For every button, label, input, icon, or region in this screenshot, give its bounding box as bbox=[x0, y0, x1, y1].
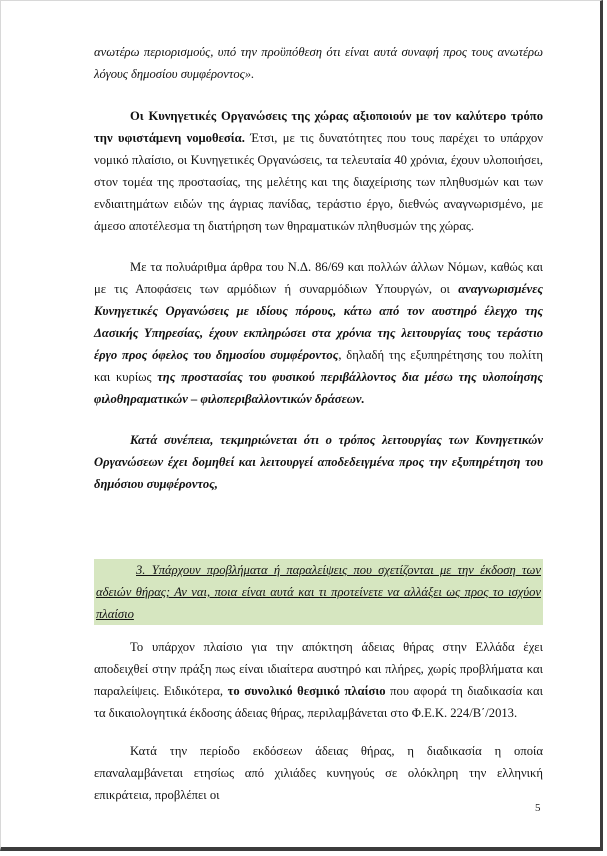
conclusion-text: Κατά συνέπεια, τεκμηριώνεται ότι ο τρόπος λειτουργίας των Κυνηγετικών Οργανώσεων έχει δομηθεί και λειτουργεί αποδεδειγμένα προς την εξυπηρέτηση του δημόσιου συμφέροντος, bbox=[94, 433, 543, 491]
laws-text-3: , δηλαδή της εξυπηρέτησης του πολίτη και κυρίως bbox=[94, 348, 543, 384]
hunting-orgs-rest-text: Έτσι, με τις δυνατότητες που τους παρέχει το υπάρχον νομικό πλαίσιο, οι Κυνηγετικές Οργανώσεις, τα τελευταία 40 χρόνια, έχουν υλοποιήσει, στον τομέα της προστασίας, της μελέτης και της διαχείρισης των πληθυσμών και των ενδιαιτημάτων ειδών της άγριας πανίδας, τεράστιο έργο, διεθνώς αναγνωρισμένο, με άμεσο αποτέλεσμα τη διατήρηση των θηραματικών πληθυσμών της χώρας. bbox=[94, 131, 543, 233]
paragraph-laws bbox=[94, 256, 543, 410]
framework-text-2: το συνολικό θεσμικό πλαίσιο bbox=[227, 684, 386, 698]
paragraph-issuance-period bbox=[94, 740, 543, 806]
intro-text: ανωτέρω περιορισμούς, υπό την προϋπόθεση ότι είναι αυτά συναφή προς τους ανωτέρω λόγους δημοσίου συμφέροντος». bbox=[94, 45, 543, 81]
framework-text-3: που αφορά τη διαδικασία και τα δικαιολογητικά έκδοσης άδειας θήρας, περιλαμβάνεται στο Φ.Ε.Κ. 224/Β΄/2013. bbox=[94, 684, 543, 720]
hunting-orgs-bold-text: Οι Κυνηγετικές Οργανώσεις της χώρας αξιοποιούν με τον καλύτερο τρόπο την υφιστάμενη νομοθεσία. bbox=[94, 109, 543, 145]
laws-text-1: Με τα πολυάριθμα άρθρα του Ν.Δ. 86/69 και πολλών άλλων Νόμων, καθώς και με τις Αποφάσεις των αρμόδιων ή συναρμόδιων Υπουργών, οι bbox=[94, 260, 543, 296]
period-text: Κατά την περίοδο εκδόσεων άδειας θήρας, η διαδικασία η οποία επαναλαμβάνεται ετησίως από χιλιάδες κυνηγούς σε ολόκληρη την ελληνική επικράτεια, προβλέπει οι bbox=[94, 744, 543, 802]
paragraph-framework bbox=[94, 636, 543, 724]
page-number: 5 bbox=[535, 802, 541, 814]
question-text: 3. Υπάρχουν προβλήματα ή παραλείψεις που σχετίζονται με την έκδοση των αδειών θήρας; Αν ναι, ποια είναι αυτά και τι προτείνετε να αλλάξει ως προς το ισχύον πλαίσιο bbox=[96, 563, 541, 621]
laws-text-4: της προστασίας του φυσικού περιβάλλοντος δια μέσω της υλοποίησης φιλοθηραματικών – φιλοπεριβαλλοντικών δράσεων. bbox=[94, 370, 543, 406]
question-heading bbox=[94, 559, 543, 625]
framework-text-1: Το υπάρχον πλαίσιο για την απόκτηση άδειας θήρας στην Ελλάδα έχει αποδειχθεί στην πράξη πως είναι ιδιαίτερα αυστηρό και πλήρες, χωρίς προβλήματα και παραλείψεις. Ειδικότερα, bbox=[94, 640, 543, 698]
laws-text-2: αναγνωρισμένες Κυνηγετικές Οργανώσεις με ιδίους πόρους, κάτω από τον αυστηρό έλεγχο της Δασικής Υπηρεσίας, έχουν εκπληρώσει στα χρόνια της λειτουργίας τους τεράστιο έργο προς όφελος του δημοσίου συμφέροντος bbox=[94, 282, 543, 362]
paragraph-conclusion bbox=[94, 429, 543, 495]
paragraph-intro bbox=[94, 41, 543, 85]
page-content bbox=[94, 41, 543, 806]
paragraph-hunting-organizations bbox=[94, 105, 543, 237]
